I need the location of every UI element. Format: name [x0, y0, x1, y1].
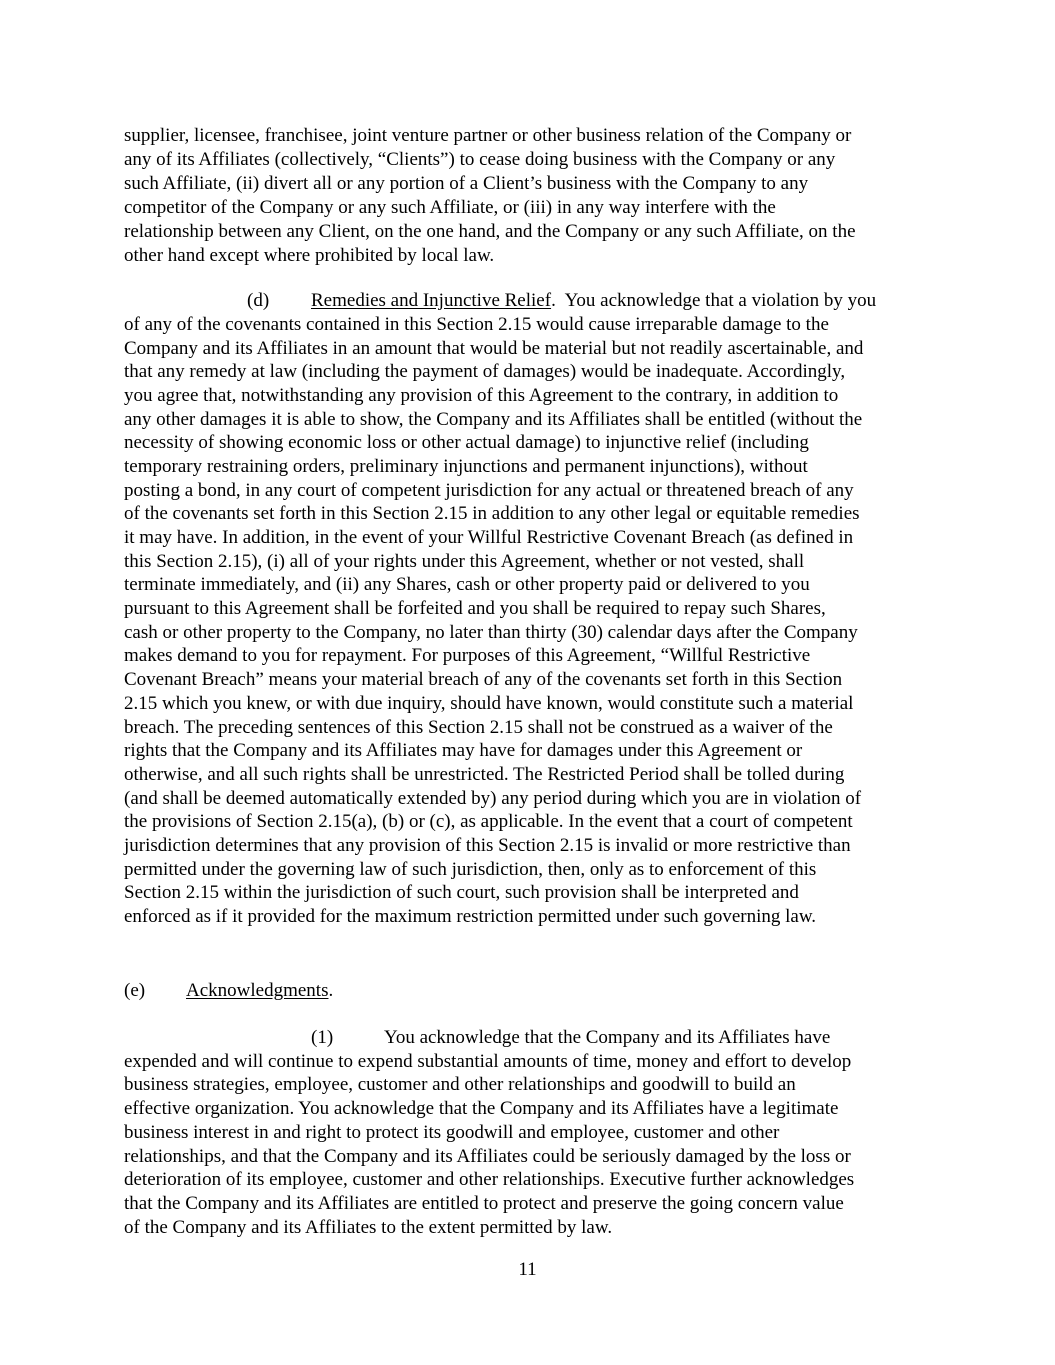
text-line: you agree that, notwithstanding any provision of this Agreement to the contrary, in addition to [124, 385, 839, 406]
text-line: it may have. In addition, in the event of your Willful Restrictive Covenant Breach (as defined in [124, 527, 854, 548]
section-d-first-line-rest: . You acknowledge that a violation by you [551, 290, 877, 311]
text-line: necessity of showing economic loss or other actual damage) to injunctive relief (including [124, 432, 809, 453]
section-d-first-line [311, 289, 876, 313]
text-line: pursuant to this Agreement shall be forfeited and you shall be required to repay such Shares, [124, 598, 826, 619]
text-line: jurisdiction determines that any provision of this Section 2.15 is invalid or more restrictive than [124, 835, 851, 856]
section-e-heading-line [186, 979, 333, 1003]
page-number: 11 [518, 1259, 537, 1280]
text-line: the provisions of Section 2.15(a), (b) or (c), as applicable. In the event that a court of competent [124, 811, 853, 832]
section-e-heading: Acknowledgments [186, 980, 329, 1001]
text-line: effective organization. You acknowledge that the Company and its Affiliates have a legitimate [124, 1098, 839, 1119]
text-line: enforced as if it provided for the maximum restriction permitted under such governing law. [124, 906, 817, 927]
text-line: any other damages it is able to show, the Company and its Affiliates shall be entitled (without the [124, 409, 863, 430]
text-line: relationships, and that the Company and its Affiliates could be seriously damaged by the loss or [124, 1146, 851, 1167]
text-line: other hand except where prohibited by local law. [124, 245, 495, 266]
text-line: supplier, licensee, franchisee, joint venture partner or other business relation of the Company or [124, 125, 852, 146]
text-line: deterioration of its employee, customer and other relationships. Executive further acknowledges [124, 1169, 855, 1190]
text-line: Covenant Breach” means your material breach of any of the covenants set forth in this Section [124, 669, 843, 690]
text-line: of the covenants set forth in this Section 2.15 in addition to any other legal or equitable remedies [124, 503, 860, 524]
text-line: makes demand to you for repayment. For purposes of this Agreement, “Willful Restrictive [124, 645, 811, 666]
text-line: rights that the Company and its Affiliates may have for damages under this Agreement or [124, 740, 803, 761]
text-line: (and shall be deemed automatically extended by) any period during which you are in violation of [124, 788, 862, 809]
text-line: business strategies, employee, customer and other relationships and goodwill to build an [124, 1074, 796, 1095]
text-line: relationship between any Client, on the one hand, and the Company or any such Affiliate, on the [124, 221, 856, 242]
section-e1-first-line: You acknowledge that the Company and its Affiliates have [384, 1027, 831, 1048]
text-line: cash or other property to the Company, no later than thirty (30) calendar days after the Company [124, 622, 858, 643]
text-line: business interest in and right to protect its goodwill and employee, customer and other [124, 1122, 780, 1143]
section-e-heading-suffix: . [328, 980, 334, 1001]
text-line: posting a bond, in any court of competent jurisdiction for any actual or threatened breach of any [124, 480, 854, 501]
text-line: that any remedy at law (including the payment of damages) would be inadequate. Accordingly, [124, 361, 846, 382]
text-line: breach. The preceding sentences of this Section 2.15 shall not be construed as a waiver of the [124, 717, 833, 738]
section-e-label: (e) [124, 980, 146, 1001]
text-line: Section 2.15 within the jurisdiction of such court, such provision shall be interpreted and [124, 882, 799, 903]
text-line: such Affiliate, (ii) divert all or any portion of a Client’s business with the Company to any [124, 173, 809, 194]
text-line: expended and will continue to expend substantial amounts of time, money and effort to develop [124, 1051, 852, 1072]
section-d-heading: Remedies and Injunctive Relief [311, 290, 552, 311]
text-line: any of its Affiliates (collectively, “Clients”) to cease doing business with the Company or any [124, 149, 836, 170]
text-line: temporary restraining orders, preliminary injunctions and permanent injunctions), without [124, 456, 808, 477]
text-line: otherwise, and all such rights shall be unrestricted. The Restricted Period shall be tolled during [124, 764, 845, 785]
text-line: terminate immediately, and (ii) any Shares, cash or other property paid or delivered to you [124, 574, 810, 595]
section-d-label: (d) [247, 290, 270, 311]
text-line: competitor of the Company or any such Affiliate, or (iii) in any way interfere with the [124, 197, 776, 218]
text-line: of the Company and its Affiliates to the extent permitted by law. [124, 1217, 613, 1238]
section-e1-label: (1) [311, 1027, 334, 1048]
text-line: 2.15 which you knew, or with due inquiry, should have known, would constitute such a material [124, 693, 854, 714]
text-line: permitted under the governing law of such jurisdiction, then, only as to enforcement of this [124, 859, 817, 880]
text-line: this Section 2.15), (i) all of your rights under this Agreement, whether or not vested, shall [124, 551, 805, 572]
text-line: Company and its Affiliates in an amount that would be material but not readily ascertainable, and [124, 338, 864, 359]
text-line: of any of the covenants contained in this Section 2.15 would cause irreparable damage to the [124, 314, 829, 335]
text-line: that the Company and its Affiliates are entitled to protect and preserve the going concern value [124, 1193, 844, 1214]
